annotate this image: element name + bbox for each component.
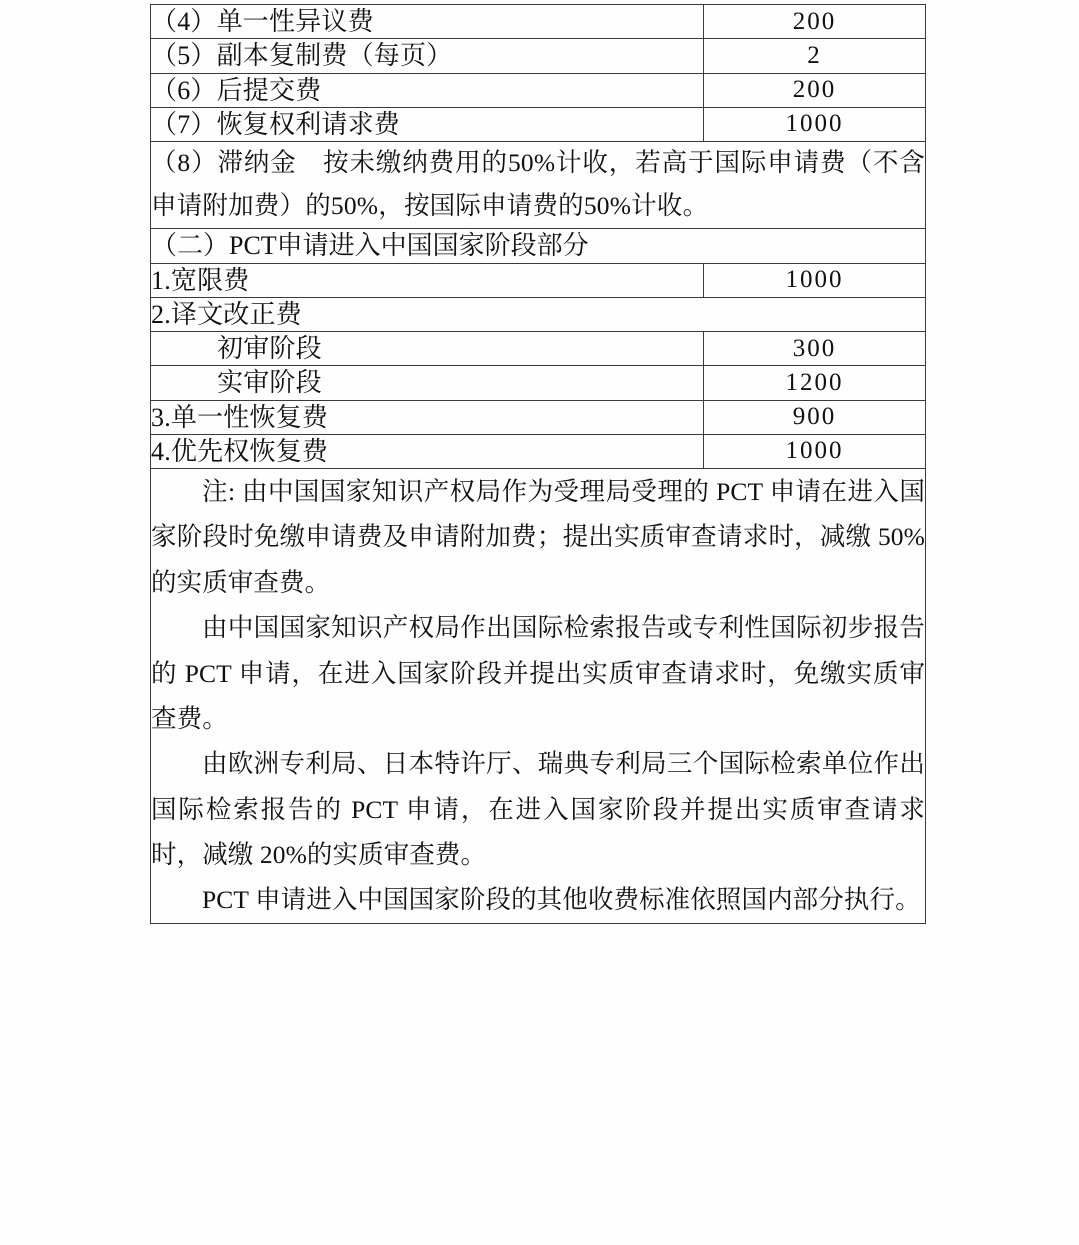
fee-item-value: 2 bbox=[704, 39, 926, 73]
fee-item-label: （4）单一性异议费 bbox=[151, 5, 704, 39]
fee-schedule-table bbox=[150, 4, 926, 924]
late-fee-paragraph: （8）滞纳金 按未缴纳费用的50%计收，若高于国际申请费（不含申请附加费）的50%，按国际申请费的50%计收。 bbox=[151, 142, 926, 229]
table-row-notes bbox=[151, 469, 926, 924]
table-row-merged-label bbox=[151, 297, 926, 331]
table-row bbox=[151, 73, 926, 107]
note-paragraph: PCT 申请进入中国国家阶段的其他收费标准依照国内部分执行。 bbox=[202, 885, 921, 915]
table-row bbox=[151, 39, 926, 73]
fee-table-body bbox=[151, 5, 926, 924]
table-row bbox=[151, 5, 926, 39]
fee-item-label: （5）副本复制费（每页） bbox=[151, 39, 704, 73]
notes-cell bbox=[151, 469, 926, 924]
note-paragraph: 由欧洲专利局、日本特许厅、瑞典专利局三个国际检索单位作出国际检索报告的 PCT 申请，在进入国家阶段并提出实质审查请求时，减缴 20%的实质审查费。 bbox=[151, 749, 925, 870]
fee-item-label: 1.宽限费 bbox=[151, 263, 704, 297]
table-row bbox=[151, 400, 926, 434]
table-row-section-heading bbox=[151, 228, 926, 263]
fee-group-label: 2.译文改正费 bbox=[151, 297, 926, 331]
fee-item-value: 200 bbox=[704, 73, 926, 107]
fee-subitem-label: 初审阶段 bbox=[151, 332, 704, 366]
table-row-late-fee bbox=[151, 142, 926, 229]
fee-item-value: 900 bbox=[704, 400, 926, 434]
table-row bbox=[151, 366, 926, 400]
table-row bbox=[151, 263, 926, 297]
fee-item-value: 1000 bbox=[704, 263, 926, 297]
section-heading-pct-national-phase: （二）PCT申请进入中国国家阶段部分 bbox=[151, 228, 926, 263]
note-paragraph: 由中国国家知识产权局作出国际检索报告或专利性国际初步报告的 PCT 申请，在进入国家阶段并提出实质审查请求时，免缴实质审查费。 bbox=[151, 613, 925, 733]
table-row bbox=[151, 107, 926, 141]
fee-item-label: 4.优先权恢复费 bbox=[151, 434, 704, 468]
note-paragraph: 注: 由中国国家知识产权局作为受理局受理的 PCT 申请在进入国家阶段时免缴申请费及申请附加费；提出实质审查请求时，减缴 50%的实质审查费。 bbox=[151, 477, 925, 597]
fee-subitem-label: 实审阶段 bbox=[151, 366, 704, 400]
fee-subitem-value: 1200 bbox=[704, 366, 926, 400]
fee-item-label: （6）后提交费 bbox=[151, 73, 704, 107]
fee-item-value: 1000 bbox=[704, 107, 926, 141]
fee-item-label: （7）恢复权利请求费 bbox=[151, 107, 704, 141]
fee-item-value: 200 bbox=[704, 5, 926, 39]
fee-item-label: 3.单一性恢复费 bbox=[151, 400, 704, 434]
table-row bbox=[151, 434, 926, 468]
table-row bbox=[151, 332, 926, 366]
fee-item-value: 1000 bbox=[704, 434, 926, 468]
fee-subitem-value: 300 bbox=[704, 332, 926, 366]
